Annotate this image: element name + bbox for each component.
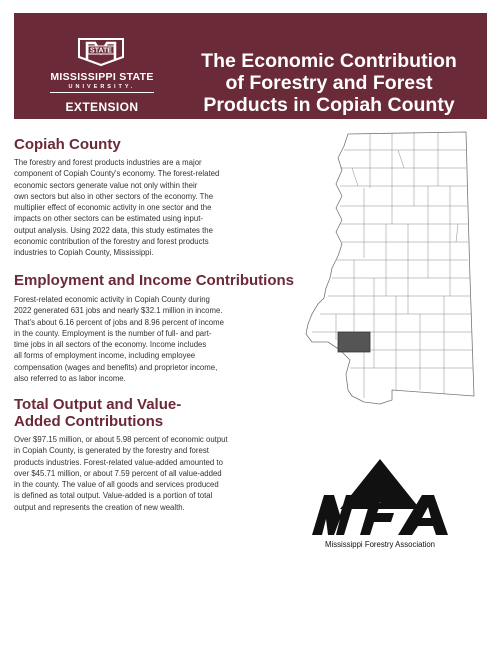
body-line: output and represents the creation of new wealth. [14, 502, 185, 512]
body-line: over $45.71 million, or about 7.59 percent of all value-added [14, 468, 222, 478]
logo-university: UNIVERSITY. [68, 84, 136, 90]
title-line: The Economic Contribution [201, 50, 457, 72]
logo-divider [50, 92, 154, 93]
body-line: 2022 generated 631 jobs and nearly $32.1 million in income. [14, 306, 223, 316]
heading-line: Total Output and Value- [14, 396, 182, 413]
body-line: own sectors but also in other sectors of the economy. The [14, 191, 214, 201]
heading-line: Copiah County [14, 136, 121, 153]
section-heading-total-output [14, 396, 294, 430]
title-line: of Forestry and Forest [225, 72, 433, 94]
msu-shield-icon [75, 35, 127, 67]
body-line: all forms of employment income, including employee [14, 351, 196, 361]
mfa-logo-text: MFA [378, 503, 382, 504]
body-line: economic contribution of the forestry and forest products [14, 237, 209, 247]
section-heading-employment-income [14, 272, 294, 289]
body-line: economic sectors generate value not only within their [14, 180, 198, 190]
body-line: The forestry and forest products industries are a major [14, 158, 202, 167]
header-banner [14, 13, 487, 119]
heading-line: Added Contributions [14, 413, 164, 430]
section-body-copiah-county [14, 157, 304, 259]
body-line: in the county. The value of all goods and services produced [14, 480, 219, 490]
mississippi-county-map [288, 128, 488, 410]
body-line: impacts on other sectors can be estimated using input- [14, 214, 203, 224]
mfa-logo [310, 459, 450, 539]
body-line: products industries. Forest-related value-added amounted to [14, 457, 223, 467]
title-line: Products in Copiah County [203, 94, 455, 116]
section-heading-copiah-county [14, 136, 294, 153]
body-line: compensation (wages and benefits) and proprietor income, [14, 362, 218, 372]
section-body-employment-income [14, 294, 304, 384]
body-line: industries to Copiah County, Mississippi. [14, 248, 154, 258]
msu-extension-logo [42, 35, 162, 117]
mfa-caption: Mississippi Forestry Association [324, 540, 436, 549]
heading-line: Employment and Income Contributions [14, 272, 295, 289]
body-line: is defined as total output. Value-added is a portion of total [14, 491, 213, 501]
body-line: Forest-related economic activity in Copiah County during [14, 295, 210, 304]
body-line: time jobs in all sectors of the economy. Income includes [14, 340, 207, 350]
section-body-total-output [14, 434, 304, 513]
body-line: component of Copiah County's economy. The forest-related [14, 169, 220, 179]
body-line: multiplier effect of economic activity in one sector and the [14, 203, 212, 213]
body-line: in the county. Employment is the number of full- and part- [14, 328, 212, 338]
body-line: That's about 6.16 percent of jobs and 8.96 percent of income [14, 317, 224, 327]
page-title [179, 50, 479, 116]
body-line: in Copiah County, is generated by the forestry and forest [14, 446, 209, 456]
body-line: Over $97.15 million, or about 5.98 percent of economic output [14, 435, 228, 444]
shield-text: STATE [90, 47, 112, 55]
body-line: output analysis. Using 2022 data, this study estimates the [14, 225, 213, 235]
copiah-county-highlight [338, 332, 370, 352]
logo-extension: EXTENSION [65, 100, 139, 114]
logo-name: MISSISSIPPI STATE [50, 71, 154, 83]
state-outline [306, 132, 474, 404]
body-line: also referred to as labor income. [14, 374, 126, 384]
mfa-letter-m [312, 495, 356, 535]
